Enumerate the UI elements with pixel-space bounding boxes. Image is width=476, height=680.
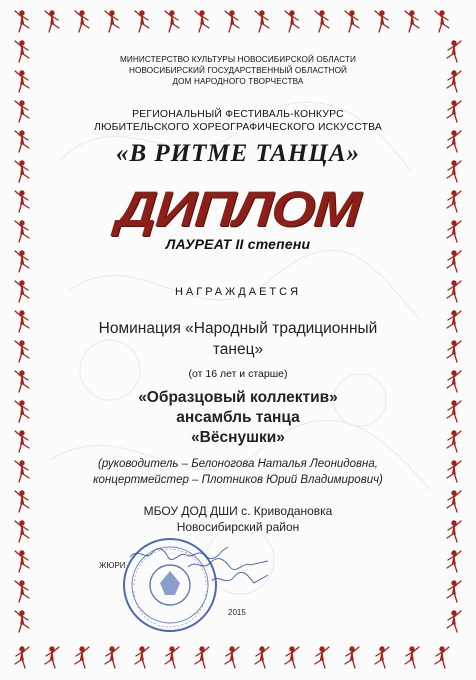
dancer-figure (195, 11, 209, 32)
leader-line-2: концертмейстер – Плотников Юрий Владимирович) (93, 474, 383, 486)
dancer-figure (105, 647, 119, 668)
jury-signatures (128, 545, 288, 605)
ministry-line-2: НОВОСИБИРСКИЙ ГОСУДАРСТВЕННЫЙ ОБЛАСТНОЙ (128, 66, 348, 75)
dancer-figure (195, 647, 209, 668)
dancer-figure (285, 11, 299, 32)
nomination-line-2: танец» (212, 341, 264, 358)
dancer-figure (435, 647, 449, 668)
dancer-figure (15, 251, 29, 272)
dancer-figure (75, 647, 89, 668)
dancer-figure (375, 11, 389, 32)
leader-line-1: (руководитель – Белоногова Наталья Леонидовна, (98, 458, 378, 470)
dancer-figure (105, 11, 119, 32)
dancer-figure (255, 647, 269, 668)
dancer-figure (165, 647, 179, 668)
school-line-1: МБОУ ДОД ДШИ с. Криводановка (143, 504, 333, 518)
dancer-figure (345, 11, 359, 32)
issue-year: 2015 (228, 608, 246, 617)
dancer-figure (15, 647, 29, 668)
jury-label: ЖЮРИ (99, 561, 126, 570)
dancer-figure (15, 11, 29, 32)
dancer-figure (225, 11, 239, 32)
collective-line-2: ансамбль танца (176, 409, 300, 426)
awarded-label: НАГРАЖДАЕТСЯ (174, 286, 302, 298)
dancer-figure (15, 581, 29, 602)
dancer-figure (135, 647, 149, 668)
dancer-figure (255, 11, 269, 32)
dancer-figure (285, 647, 299, 668)
dancer-figure (375, 647, 389, 668)
diploma-title: ДИПЛОМ (114, 181, 362, 237)
dancer-figure (405, 647, 419, 668)
festival-line-2: ЛЮБИТЕЛЬСКОГО ХОРЕОГРАФИЧЕСКОГО ИСКУССТВА (93, 122, 383, 133)
collective-line-1: «Образцовый коллектив» (138, 389, 338, 406)
dancer-figure (447, 551, 461, 572)
festival-name: «В РИТМЕ ТАНЦА» (115, 140, 360, 167)
dancer-figure (405, 11, 419, 32)
dancer-figure (15, 551, 29, 572)
age-group: (от 16 лет и старше) (188, 368, 288, 380)
festival-line-1: РЕГИОНАЛЬНЫЙ ФЕСТИВАЛЬ-КОНКУРС (132, 109, 344, 120)
dancer-figure (447, 251, 461, 272)
collective-line-3: «Вёснушки» (191, 429, 285, 446)
dancer-figure (435, 11, 449, 32)
dancer-figure (45, 11, 59, 32)
dancer-figure (45, 647, 59, 668)
school-line-2: Новосибирский район (176, 520, 300, 534)
dancer-figure (447, 581, 461, 602)
dancer-figure (165, 11, 179, 32)
dancer-figure (315, 11, 329, 32)
nomination-line-1: Номинация «Народный традиционный (98, 320, 378, 337)
dancer-figure (315, 647, 329, 668)
dancer-figure (15, 611, 29, 632)
ministry-line-3: ДОМ НАРОДНОГО ТВОРЧЕСТВА (172, 77, 304, 86)
dancer-figure (135, 11, 149, 32)
laureate-degree: ЛАУРЕАТ II степени (165, 236, 311, 252)
dancer-figure (225, 647, 239, 668)
dancer-figure (75, 11, 89, 32)
ministry-line-1: МИНИСТЕРСТВО КУЛЬТУРЫ НОВОСИБИРСКОЙ ОБЛАСТИ (120, 55, 356, 64)
dancer-figure (447, 611, 461, 632)
dancer-figure (345, 647, 359, 668)
